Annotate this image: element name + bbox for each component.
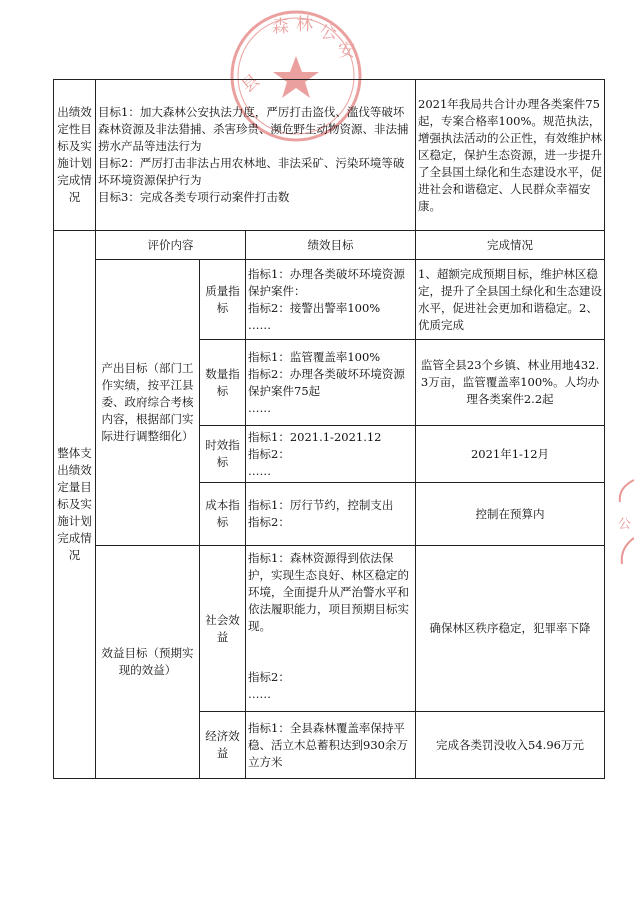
quality-target [246,260,416,340]
quantity-name: 数量指标 [200,340,246,426]
social-name: 社会效益 [200,546,246,712]
social-target-2: 指标2： [248,670,290,684]
svg-text:公: 公 [618,517,632,532]
quantity-completion: 监管全县23个乡镇、林业用地432.3万亩，监管覆盖率100%。人均办理各类案件2.2起 [416,340,605,426]
qualitative-targets [96,80,416,231]
performance-table [53,79,605,779]
cost-target-1: 指标1：厉行节约，控制支出 [248,498,394,512]
qualitative-label: 出绩效定性目标及实施计划完成情况 [54,80,96,231]
target-2: 目标2：严厉打击非法占用农林地、非法采矿、污染环境等破坏环境资源保护行为 [98,156,405,187]
quality-completion: 1、超额完成预期目标，维护林区稳定，提升了全县国土绿化和生态建设水平，促进社会更加和谐稳定。2、优质完成 [416,260,605,340]
quality-target-3: …… [248,317,271,332]
header-row [54,231,605,260]
timeliness-target [246,426,416,483]
target-1: 目标1：加大森林公安执法力度，严厉打击盗伐、滥伐等破坏森林资源及非法猎捕、杀害珍贵、濒危野生动物资源、非法捕捞水产品等违法行为 [98,105,409,153]
svg-text:安: 安 [338,41,355,61]
header-target: 绩效目标 [246,231,416,260]
economic-target [246,712,416,779]
target-3: 目标3：完成各类专项行动案件打击数 [98,190,290,204]
cost-target-2: 指标2： [248,515,290,529]
header-completion: 完成情况 [416,231,605,260]
quality-row [54,260,605,340]
benefit-label: 效益目标（预期实现的效益） [96,546,200,779]
quantity-target-2: 指标2：办理各类破坏环境资源保护案件75起 [248,366,405,398]
svg-text:森: 森 [272,17,289,37]
social-target [246,546,416,712]
timeliness-target-1: 指标1：2021.1-2021.12 [248,429,382,444]
timeliness-completion: 2021年1-12月 [416,426,605,483]
quantity-target-3: …… [248,400,271,415]
qualitative-row [54,80,605,231]
economic-name: 经济效益 [200,712,246,779]
svg-text:县: 县 [238,70,264,97]
social-target-3: …… [248,687,271,701]
social-target-1: 指标1：森林资源得到依法保护，实现生态良好、林区稳定的环境，全面提升从严治警水平和依法履职能力，项目预期目标实现。 [248,551,409,633]
timeliness-name: 时效指标 [200,426,246,483]
quantity-target-1: 指标1：监管覆盖率100% [248,349,381,364]
svg-text:林: 林 [296,15,313,35]
economic-target-1: 指标1：全县森林覆盖率保持平稳、活立木总蓄积达到930余万立方米 [248,720,408,769]
cost-target [246,483,416,546]
social-completion: 确保林区秩序稳定，犯罪率下降 [416,546,605,712]
cost-completion: 控制在预算内 [416,483,605,546]
svg-text:公: 公 [320,23,337,43]
qualitative-completion: 2021年我局共合计办理各类案件75起，专案合格率100%。规范执法，增强执法活动的公正性，有效维护林区稳定，保护生态资源，进一步提升了全县国土绿化和生态建设水平，促进社会和谐稳定、人民群众幸福安康。 [416,80,605,231]
edge-seal-fragment [614,478,634,568]
quality-target-2: 指标2：接警出警率100% [248,300,381,315]
quality-name: 质量指标 [200,260,246,340]
quantity-target [246,340,416,426]
timeliness-target-2: 指标2： [248,446,290,461]
social-row [54,546,605,712]
header-content: 评价内容 [96,231,246,260]
section-label: 整体支出绩效定量目标及实施计划完成情况 [54,231,96,779]
output-label: 产出目标（部门工作实绩，按平江县委、政府综合考核内容，根据部门实际进行调整细化） [96,260,200,546]
economic-completion: 完成各类罚没收入54.96万元 [416,712,605,779]
quality-target-1: 指标1：办理各类破坏环境资源保护案件： [248,266,405,298]
cost-name: 成本指标 [200,483,246,546]
timeliness-target-3: …… [248,463,271,478]
